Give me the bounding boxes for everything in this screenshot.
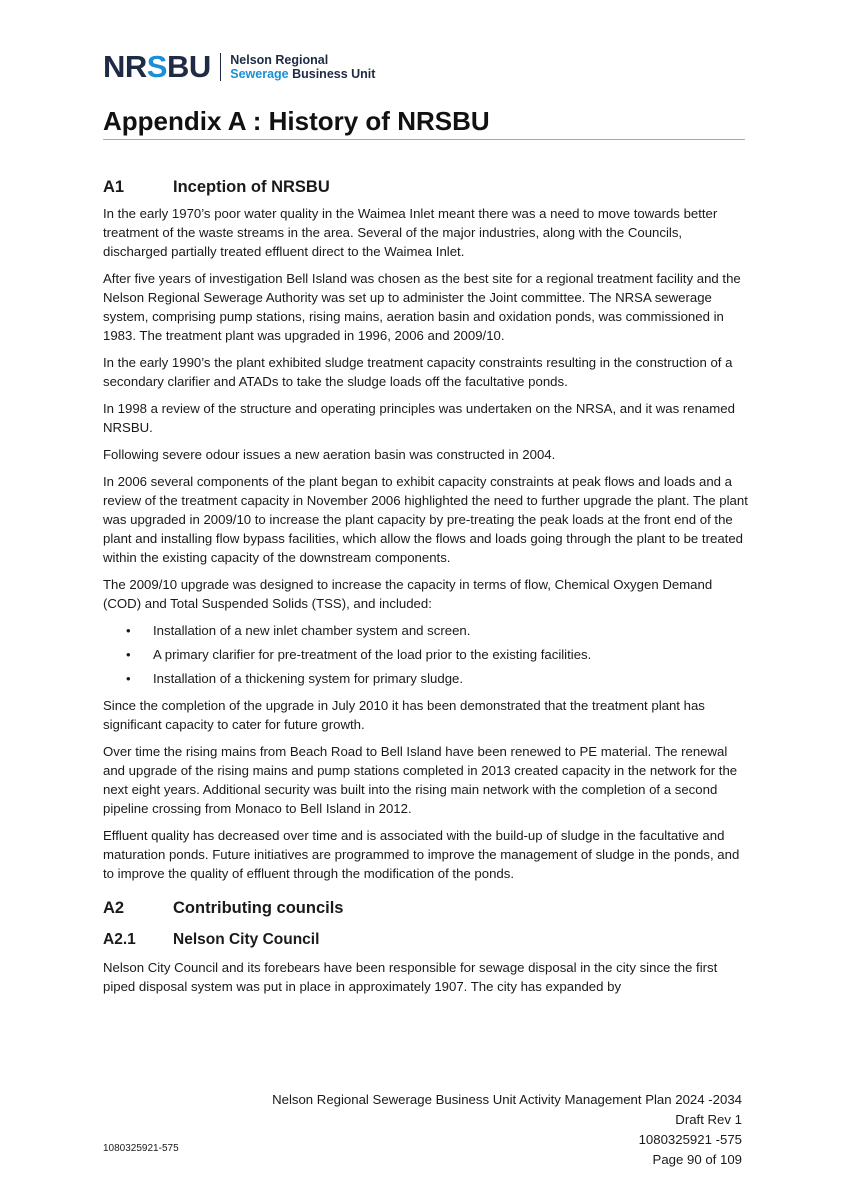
title-underline	[103, 139, 745, 140]
document-body	[103, 176, 748, 1004]
paragraph: In 1998 a review of the structure and operating principles was undertaken on the NRSA, and it was renamed NRSBU.	[103, 401, 735, 435]
section-number: A2	[103, 899, 125, 917]
footer-doc-number: 1080325921 -575	[638, 1132, 742, 1147]
logo-wordmark-nr: NR	[103, 49, 147, 84]
logo-caption-sewerage: Sewerage	[230, 67, 289, 81]
footer-page-number: Page 90 of 109	[652, 1152, 742, 1167]
page-title: Appendix A : History of NRSBU	[103, 106, 490, 136]
section-a2-heading	[103, 897, 748, 919]
logo-wordmark-s: S	[146, 49, 167, 84]
list-item-text: Installation of a new inlet chamber system and screen.	[153, 623, 471, 638]
bullet-icon: •	[126, 647, 131, 662]
bullet-icon: •	[126, 671, 131, 686]
list-item	[103, 645, 748, 664]
footer-document-id: 1080325921-575	[103, 1143, 179, 1154]
paragraph: In the early 1970’s poor water quality in the Waimea Inlet meant there was a need to move towards better treatment of the waste streams in the area. Several of the major industries, along with the Councils, discharged partially treated effluent direct to the Waimea Inlet.	[103, 206, 718, 259]
paragraph: Since the completion of the upgrade in July 2010 it has been demonstrated that the treatment plant has significant capacity to cater for future growth.	[103, 698, 705, 732]
logo-wordmark-bu: BU	[166, 49, 211, 84]
list-item	[103, 669, 748, 688]
section-title: Inception of NRSBU	[173, 178, 330, 196]
section-title: Nelson City Council	[173, 931, 320, 948]
logo-caption-line2	[230, 67, 375, 81]
logo-divider	[220, 53, 222, 81]
paragraph: Nelson City Council and its forebears have been responsible for sewage disposal in the city since the first piped disposal system was put in place in approximately 1907. The city has expanded by	[103, 960, 718, 994]
logo-wordmark	[103, 50, 211, 84]
section-a2-1-heading	[103, 929, 748, 950]
footer-plan-title: Nelson Regional Sewerage Business Unit Activity Management Plan 2024 -2034	[272, 1092, 742, 1107]
logo-caption	[230, 53, 375, 81]
upgrade-items-list	[103, 621, 748, 688]
paragraph: After five years of investigation Bell Island was chosen as the best site for a regional treatment facility and the Nelson Regional Sewerage Authority was set up to administer the Joint committee. The NRSA sewerage system, comprising pump stations, rising mains, aeration basin and oxidation ponds, was commissioned in 1983. The treatment plant was upgraded in 1996, 2006 and 2009/10.	[103, 271, 741, 343]
logo-caption-line1: Nelson Regional	[230, 53, 329, 67]
section-a1-heading	[103, 176, 748, 198]
list-item-text: Installation of a thickening system for primary sludge.	[153, 671, 464, 686]
footer-revision: Draft Rev 1	[675, 1112, 742, 1127]
paragraph: The 2009/10 upgrade was designed to increase the capacity in terms of flow, Chemical Oxygen Demand (COD) and Total Suspended Solids (TSS), and included:	[103, 577, 713, 611]
page-footer	[272, 1090, 742, 1170]
paragraph: Over time the rising mains from Beach Road to Bell Island have been renewed to PE material. The renewal and upgrade of the rising mains and pump stations completed in 2013 created capacity in the network for the next eight years. Additional security was built into the rising main network with the completion of a second pipeline crossing from Monaco to Bell Island in 2012.	[103, 744, 738, 816]
paragraph: Following severe odour issues a new aeration basin was constructed in 2004.	[103, 447, 556, 462]
paragraph: In the early 1990’s the plant exhibited sludge treatment capacity constraints resulting in the construction of a secondary clarifier and ATADs to take the sludge loads off the facultative ponds.	[103, 355, 733, 389]
list-item	[103, 621, 748, 640]
paragraph: In 2006 several components of the plant began to exhibit capacity constraints at peak flows and loads and a review of the treatment capacity in November 2006 highlighted the need to further upgrade the plant. The plant was upgraded in 2009/10 to increase the plant capacity by pre-treating the peak loads at the front end of the plant and installing flow bypass facilities, which allow the flows and loads going through the plant to be treated within the existing capacity of the downstream components.	[103, 474, 748, 565]
section-number: A2.1	[103, 931, 136, 948]
bullet-icon: •	[126, 623, 131, 638]
paragraph: Effluent quality has decreased over time and is associated with the build-up of sludge in the facultative and maturation ponds. Future initiatives are programmed to improve the management of sludge in the ponds, and to improve the quality of effluent through the modification of the ponds.	[103, 828, 740, 881]
section-title: Contributing councils	[173, 899, 344, 917]
section-number: A1	[103, 178, 125, 196]
logo-caption-business-unit: Business Unit	[288, 67, 376, 81]
nrsbu-logo	[103, 50, 375, 84]
list-item-text: A primary clarifier for pre-treatment of the load prior to the existing facilities.	[153, 647, 592, 662]
